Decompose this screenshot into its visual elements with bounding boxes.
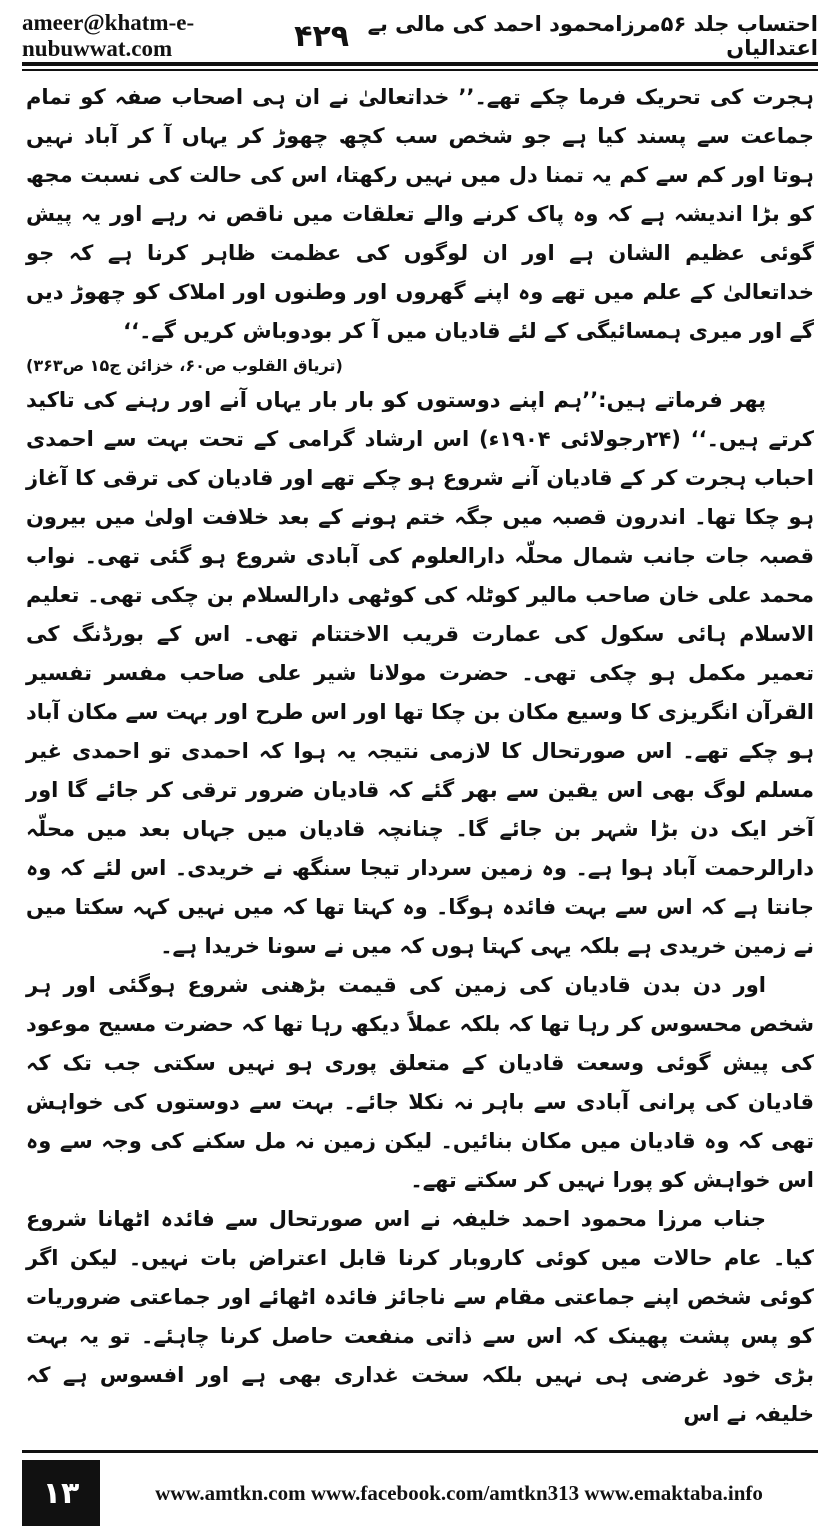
header-rule-thick [22,62,818,66]
footer-page-number: ۱۳ [22,1460,100,1526]
footer-links: www.amtkn.com www.facebook.com/amtkn313 www.emaktaba.info [155,1480,763,1505]
paragraph-3: اور دن بدن قادیان کی زمین کی قیمت بڑھنی شروع ہوگئی اور ہر شخص محسوس کر رہا تھا کہ بلکہ عملاً دیکھ رہا تھا کہ حضرت مسیح موعود کی پیش گوئی وسعت قادیان کے متعلق پوری ہو نہیں سکتی جب تک کہ قادیان کی پرانی آبادی سے باہر نہ نکلا جائے۔ بہت سے دوستوں کی خواہش تھی کہ وہ قادیان میں مکان بنائیں۔ لیکن زمین نہ مل سکنے کی وجہ سے وہ اس خواہش کو پورا نہیں کر سکتے تھے۔ [26,973,814,1192]
page-body [26,78,814,1444]
header-title-group [294,12,818,60]
page-footer [22,1458,818,1528]
paragraph-1: ہجرت کی تحریک فرما چکے تھے۔’’ خداتعالیٰ نے ان ہی اصحاب صفہ کو تمام جماعت سے پسند کیا ہے جو شخص سب کچھ چھوڑ کر یہاں آ کر آباد نہیں ہوتا اور کم سے کم یہ تمنا دل میں نہیں رکھتا، اس کی حالت کی نسبت مجھ کو بڑا اندیشہ ہے کہ وہ پاک کرنے والے تعلقات میں ناقص نہ رہے اور یہ پیش گوئی عظیم الشان ہے اور ان لوگوں کی عظمت ظاہر کرنا ہے کہ جو خداتعالیٰ کے علم میں تھے وہ اپنے گھروں اور وطنوں اور املاک کو چھوڑ دیں گے اور میری ہمسائیگی کے لئے قادیان میں آ کر بودوباش کریں گے۔‘‘ [26,85,814,343]
header-title: احتساب جلد ۵۶مرزامحمود احمد کی مالی بے اعتدالیاں [367,12,818,60]
header-page-number: ۴۲۹ [294,18,350,54]
paragraph-2: پھر فرماتے ہیں:’’ہم اپنے دوستوں کو بار بار یہاں آنے اور رہنے کی تاکید کرتے ہیں۔‘‘ (۲۴رجولائی ۱۹۰۴ء) اس ارشاد گرامی کے تحت بہت سے احمدی احباب ہجرت کر کے قادیان آنے شروع ہو چکے تھے اور قادیان کی ترقی کا آغاز ہو چکا تھا۔ اندرون قصبہ میں جگہ ختم ہونے کے بعد خلافت اولیٰ میں بیرون قصبہ جات جانب شمال محلّہ دارالعلوم کی آبادی شروع ہو گئی تھی۔ نواب محمد علی خان صاحب مالیر کوٹلہ کی کوٹھی دارالسلام بن چکی تھی۔ تعلیم الاسلام ہائی سکول کی عمارت قریب الاختتام تھی۔ اس کے بورڈنگ کی تعمیر مکمل ہو چکی تھی۔ حضرت مولانا شیر علی صاحب مفسر تفسیر القرآن انگریزی کا وسیع مکان بن چکا تھا اور اس طرح اور بہت سے مکان آباد ہو چکے تھے۔ اس صورتحال کا لازمی نتیجہ یہ ہوا کہ احمدی تو احمدی غیر مسلم لوگ بھی اس یقین سے بھر گئے کہ قادیان ضرور ترقی کر جائے گا اور آخر ایک دن بڑا شہر بن جائے گا۔ چنانچہ قادیان میں جہاں بعد میں محلّہ دارالرحمت آباد ہوا ہے۔ وہ زمین سردار تیجا سنگھ نے خریدی۔ اس لئے کہ وہ جانتا ہے کہ اس سے بہت فائدہ ہوگا۔ وہ کہتا تھا کہ میں نہیں کہہ سکتا میں نے زمین خریدی ہے بلکہ یہی کہتا ہوں کہ میں نے سونا خریدا ہے۔ [26,388,814,958]
paragraph-4: جناب مرزا محمود احمد خلیفہ نے اس صورتحال سے فائدہ اٹھانا شروع کیا۔ عام حالات میں کوئی کاروبار کرنا قابل اعتراض بات نہیں۔ لیکن اگر کوئی شخص اپنے جماعتی مقام سے ناجائز فائدہ اٹھائے اور جماعتی ضروریات کو پس پشت پھینک کہ اس سے ذاتی منفعت حاصل کرنا چاہئے۔ تو یہ بہت بڑی خود غرضی ہی نہیں بلکہ سخت غداری بھی ہے اور افسوس ہے کہ خلیفہ نے اس [26,1207,814,1426]
header-rule-thin [22,69,818,71]
footer-rule [22,1450,818,1453]
header-email: ameer@khatm-e-nubuwwat.com [22,10,195,61]
citation: (تریاق القلوب ص۶۰، خزائن ج۱۵ ص۳۶۳) [26,356,343,375]
page-header [22,10,818,61]
